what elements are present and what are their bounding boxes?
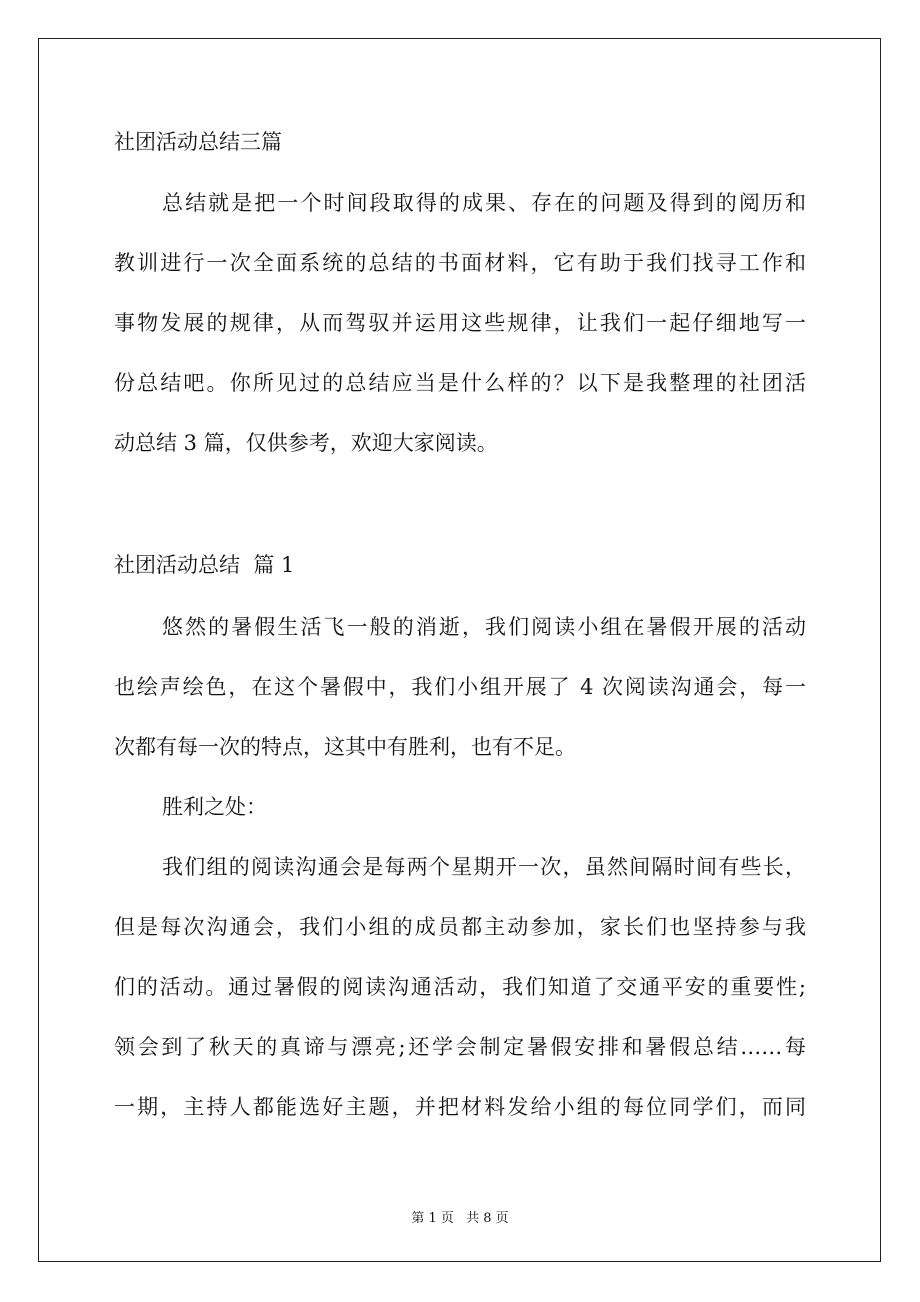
- page-footer: [0, 1207, 920, 1226]
- paragraph-line: 次都有每一次的特点，这其中有胜利，也有不足。: [114, 735, 576, 759]
- page-number: 第 1 页: [411, 1211, 454, 1226]
- document-title: 社团活动总结三篇: [114, 130, 282, 154]
- paragraph-line: 们的活动。通过暑假的阅读沟通活动，我们知道了交通平安的重要性;: [114, 975, 806, 999]
- intro-line: 份总结吧。你所见过的总结应当是什么样的？以下是我整理的社团活: [114, 371, 806, 395]
- section-heading: 社团活动总结 篇 1: [114, 553, 295, 577]
- intro-line: 动总结 3 篇，仅供参考，欢迎大家阅读。: [114, 431, 498, 455]
- intro-line: 事物发展的规律，从而驾驭并运用这些规律，让我们一起仔细地写一: [114, 311, 806, 335]
- paragraph-line: 一期，主持人都能选好主题，并把材料发给小组的每位同学们，而同: [114, 1095, 806, 1119]
- page-border: [38, 38, 881, 1262]
- intro-line: 总结就是把一个时间段取得的成果、存在的问题及得到的阅历和: [162, 191, 806, 215]
- paragraph-line: 胜利之处：: [162, 795, 267, 819]
- page-total: 共 8 页: [466, 1211, 509, 1226]
- paragraph-line: 我们组的阅读沟通会是每两个星期开一次，虽然间隔时间有些长，: [162, 855, 806, 879]
- paragraph-line: 领会到了秋天的真谛与漂亮;还学会制定暑假安排和暑假总结……每: [114, 1035, 806, 1059]
- paragraph-line: 悠然的暑假生活飞一般的消逝，我们阅读小组在暑假开展的活动: [162, 615, 806, 639]
- intro-line: 教训进行一次全面系统的总结的书面材料，它有助于我们找寻工作和: [114, 251, 806, 275]
- paragraph-line: 也绘声绘色，在这个暑假中，我们小组开展了 4 次阅读沟通会，每一: [114, 675, 806, 699]
- paragraph-line: 但是每次沟通会，我们小组的成员都主动参加，家长们也坚持参与我: [114, 915, 806, 939]
